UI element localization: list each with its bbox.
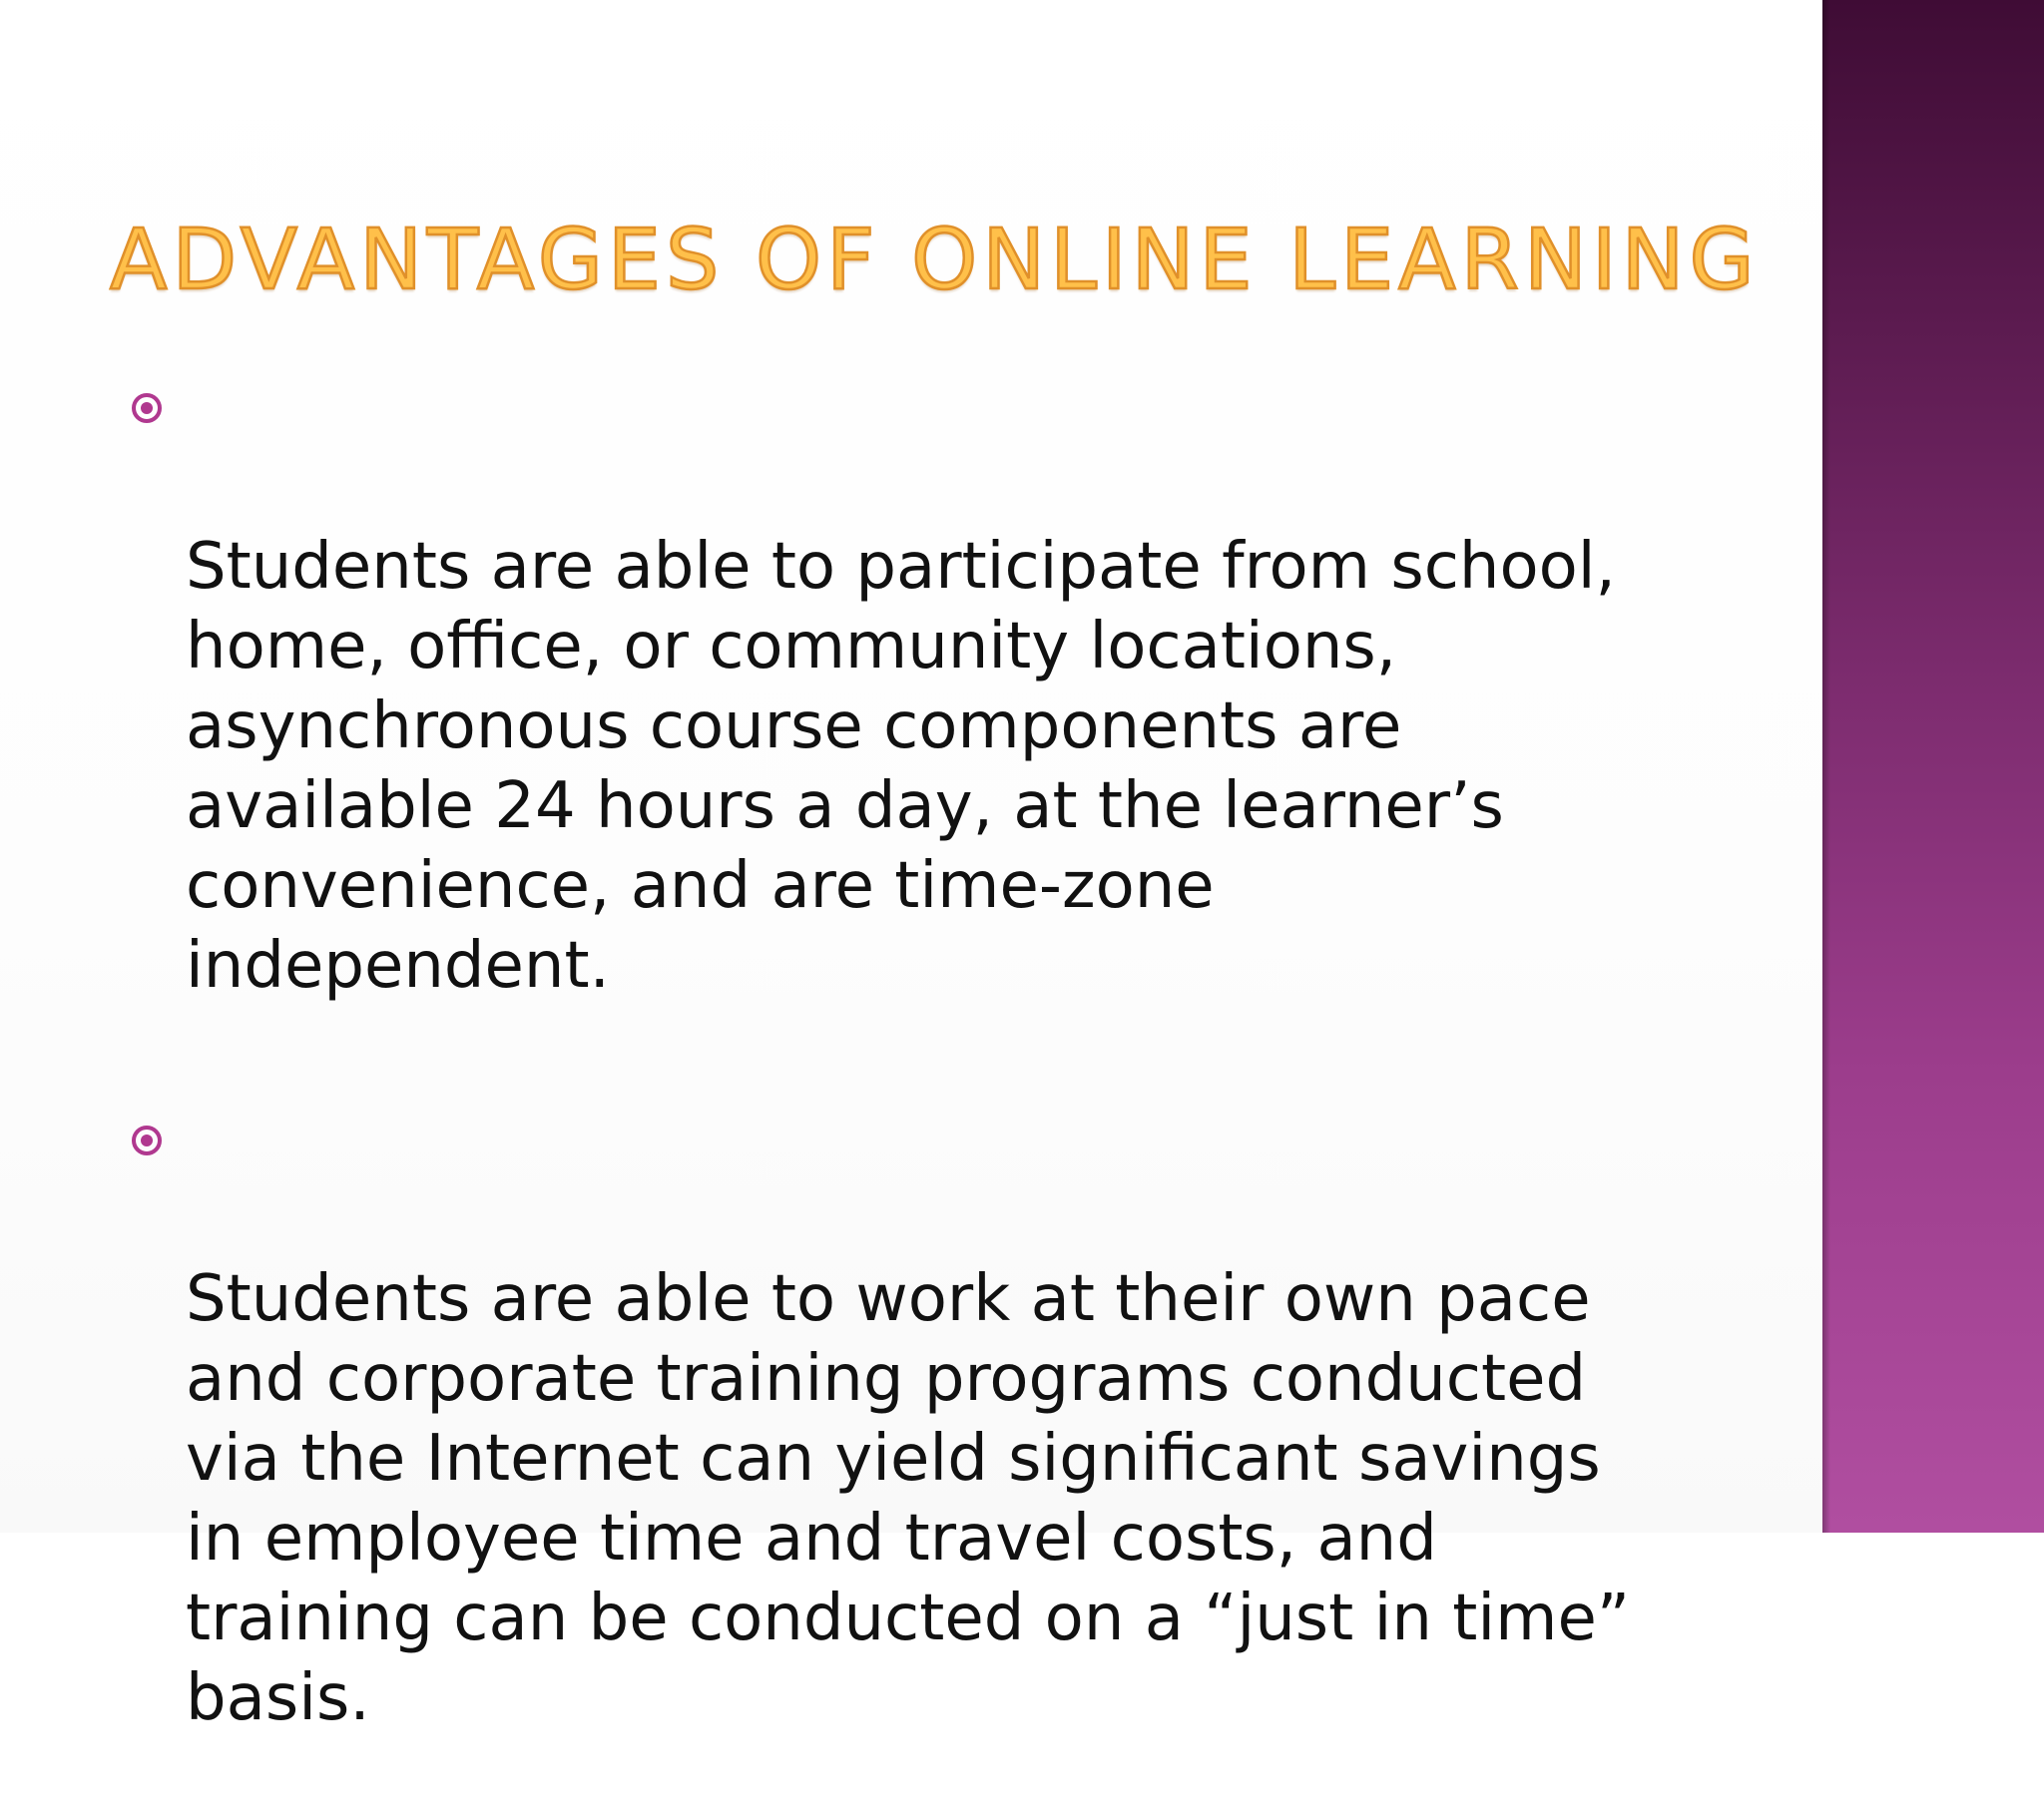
- bullet-text: Students are able to participate from school, home, office, or community locations, asynchronous course components are available 24 hours a day, at the learner’s convenience, and are time-zone independent.: [186, 530, 1616, 1003]
- circle-bullet-icon: [132, 393, 162, 423]
- decorative-side-band: [1822, 0, 2044, 1533]
- bullet-text: Students are able to work at their own pace and corporate training programs conducted via the Internet can yield significant savings in employee time and travel costs, and training can be conducted on a “just in time” basis.: [186, 1262, 1630, 1735]
- bullet-item: [132, 367, 1709, 1086]
- bullet-item: [132, 1100, 1709, 1818]
- circle-bullet-icon: [132, 1126, 162, 1155]
- bullet-list: [132, 367, 1709, 1818]
- slide-title: ADVANTAGES OF ONLINE LEARNING: [110, 211, 1760, 308]
